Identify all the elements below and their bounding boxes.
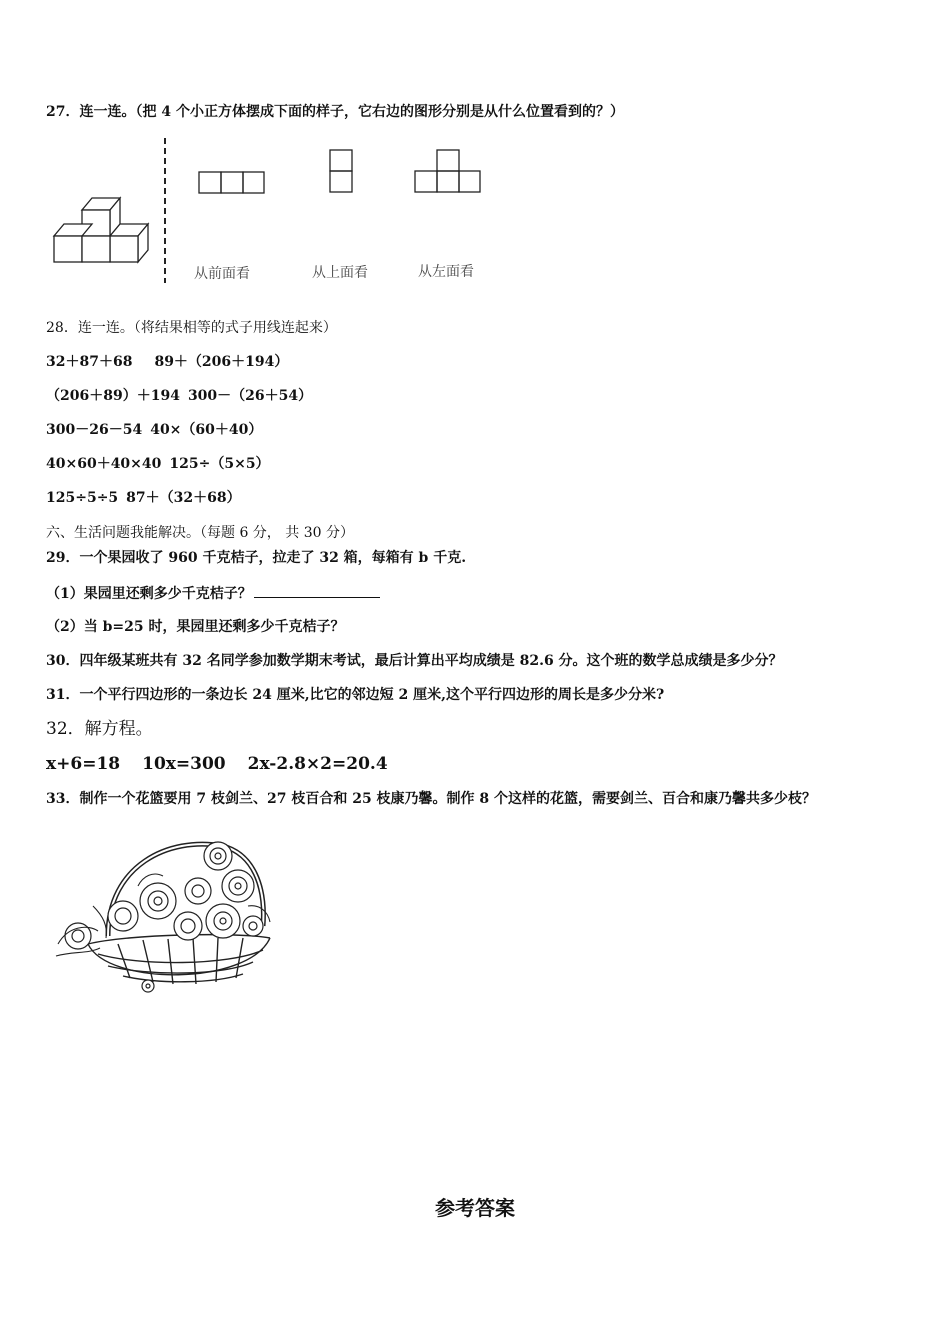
q30-text: 30．四年级某班共有 32 名同学参加数学期末考试，最后计算出平均成绩是 82.6 分。这个班的数学总成绩是多少分？ bbox=[46, 653, 783, 669]
q28-left-4: 40×60＋40×40 bbox=[46, 456, 162, 472]
left-view-label: 从左面看 bbox=[418, 264, 474, 280]
q31-text: 31．一个平行四边形的一条边长 24 厘米,比它的邻边短 2 厘米,这个平行四边形的周长是多少分米? bbox=[46, 687, 665, 703]
cube-stack-figure bbox=[50, 190, 150, 265]
q28-left-3: 300－26－54 bbox=[46, 422, 143, 438]
top-view-label: 从上面看 bbox=[312, 265, 368, 281]
q28-right-1: 89＋（206＋194） bbox=[154, 354, 289, 370]
front-view-label: 从前面看 bbox=[194, 266, 250, 282]
q28-row-3 bbox=[46, 420, 262, 440]
q29-text: 29．一个果园收了 960 千克桔子，拉走了 32 箱，每箱有 b 千克. bbox=[46, 550, 467, 566]
flower-basket-illustration bbox=[48, 826, 276, 998]
section-6-heading: 六、生活问题我能解决。（每题 6 分， 共 30 分） bbox=[46, 525, 354, 541]
q28-row-2 bbox=[46, 386, 312, 406]
q28-row-1 bbox=[46, 352, 288, 372]
q28-text: 28．连一连。（将结果相等的式子用线连起来） bbox=[46, 320, 337, 336]
q32-title: 32．解方程。 bbox=[46, 719, 153, 739]
q29-sub1 bbox=[46, 583, 380, 604]
equation-2: 10x=300 bbox=[142, 754, 226, 774]
equation-3: 2x-2.8×2=20.4 bbox=[247, 754, 388, 774]
q33-text: 33．制作一个花篮要用 7 枝剑兰、27 枝百合和 25 枝康乃馨。制作 8 个这样的花篮，需要剑兰、百合和康乃馨共多少枝？ bbox=[46, 791, 817, 807]
q28-row-4 bbox=[46, 454, 270, 474]
q28-row-5 bbox=[46, 488, 241, 508]
front-view-shape bbox=[198, 171, 266, 195]
q28-left-2: （206＋89）＋194 bbox=[46, 388, 180, 404]
top-view-shape bbox=[329, 149, 354, 195]
q28-right-3: 40×（60＋40） bbox=[150, 422, 263, 438]
q28-left-1: 32＋87＋68 bbox=[46, 354, 133, 370]
q29-sub1-text: （1）果园里还剩多少千克桔子？ bbox=[46, 586, 252, 602]
q28-right-4: 125÷（5×5） bbox=[169, 456, 270, 472]
q28-right-2: 300－（26＋54） bbox=[187, 388, 313, 404]
answer-key-title: 参考答案 bbox=[435, 1196, 515, 1220]
left-view-shape bbox=[414, 149, 482, 195]
q28-left-5: 125÷5÷5 bbox=[46, 490, 119, 506]
q29-answer-blank[interactable] bbox=[254, 583, 380, 598]
q29-sub2: （2）当 b=25 时，果园里还剩多少千克桔子？ bbox=[46, 619, 345, 635]
q27-text: 27．连一连。（把 4 个小正方体摆成下面的样子，它右边的图形分别是从什么位置看到的？） bbox=[46, 104, 624, 120]
dashed-divider bbox=[160, 138, 170, 283]
equation-1: x+6=18 bbox=[46, 754, 121, 774]
q32-equations bbox=[46, 754, 388, 774]
q28-right-5: 87＋（32＋68） bbox=[126, 490, 241, 506]
